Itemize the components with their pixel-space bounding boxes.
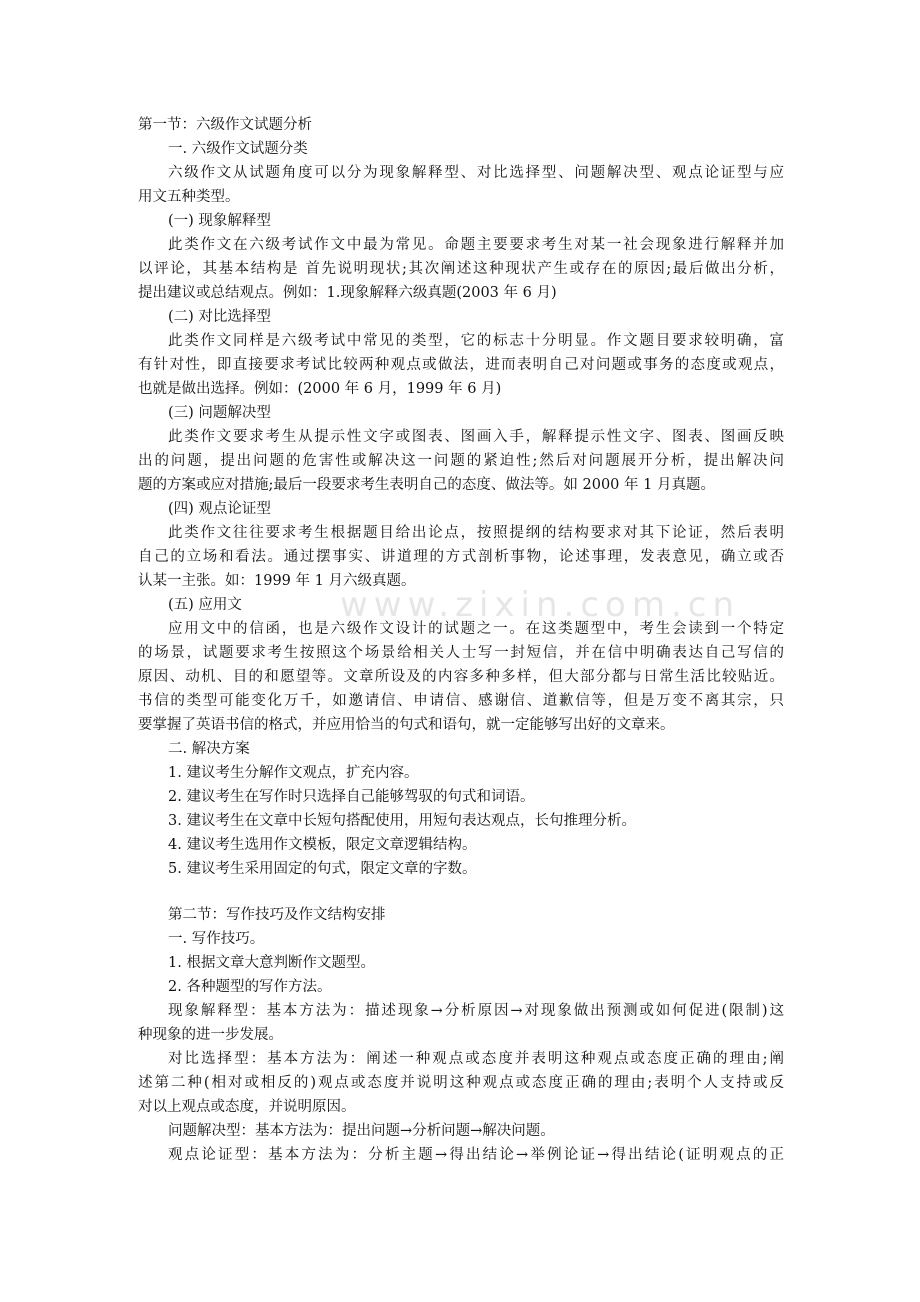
intro-line: 用文五种类型。 [138, 189, 240, 205]
method-line: 现象解释型：基本方法为：描述现象→分析原因→对现象做出预测或如何促进(限制)这 [168, 1003, 784, 1019]
solution-item: 5. 建议考生采用固定的句式，限定文章的字数。 [168, 861, 477, 877]
type-paragraph-line: 的场景，试题要求考生按照这个场景给相关人士写一封短信，并在信中明确表达自己写信的 [138, 645, 784, 661]
solution-item: 4. 建议考生选用作文模板，限定文章逻辑结构。 [168, 837, 477, 853]
type-paragraph-line: 书信的类型可能变化万千，如邀请信、申请信、感谢信、道歉信等，但是万变不离其宗，只 [138, 693, 784, 709]
solution-item: 3. 建议考生在文章中长短句搭配使用，用短句表达观点，长句推理分析。 [168, 813, 636, 829]
solution-item: 2. 建议考生在写作时只选择自己能够驾驭的句式和词语。 [168, 789, 535, 805]
method-line: 问题解决型：基本方法为：提出问题→分析问题→解决问题。 [168, 1123, 555, 1139]
type-heading: (二) 对比选择型 [168, 309, 271, 325]
watermark: www.zixin.com.cn [340, 585, 740, 625]
method-line: 对以上观点或态度，并说明原因。 [138, 1099, 356, 1115]
type-paragraph-line: 提出建议或总结观点。例如：1.现象解释六级真题(2003 年 6 月) [138, 285, 557, 301]
type-paragraph-line: 题的方案或应对措施;最后一段要求考生表明自己的态度、做法等。如 2000 年 1 月真题。 [138, 477, 715, 493]
type-paragraph-line: 此类作文在六级考试作文中最为常见。命题主要要求考生对某一社会现象进行解释并加 [168, 237, 784, 253]
method-line: 种现象的进一步发展。 [138, 1027, 283, 1043]
type-paragraph-line: 此类作文往往要求考生根据题目给出论点，按照提纲的结构要求对其下论证，然后表明 [168, 525, 784, 541]
document-page [138, 113, 784, 1167]
type-heading: (三) 问题解决型 [168, 405, 271, 421]
type-paragraph-line: 原因、动机、目的和愿望等。文章所设及的内容多种多样，但大部分都与日常生活比较贴近。 [138, 669, 784, 685]
type-paragraph-line: 有针对性，即直接要求考试比较两种观点或做法，进而表明自己对问题或事务的态度或观点， [138, 357, 784, 373]
section2-title: 第二节：写作技巧及作文结构安排 [168, 907, 386, 923]
type-heading: (四) 观点论证型 [168, 501, 271, 517]
method-line: 观点论证型：基本方法为：分析主题→得出结论→举例论证→得出结论(证明观点的正 [168, 1147, 784, 1163]
type-paragraph-line: 出的问题，提出问题的危害性或解决这一问题的紧迫性;然后对问题展开分析，提出解决问 [138, 453, 784, 469]
section-gap [138, 881, 784, 903]
method-line: 述第二种(相对或相反的)观点或态度并说明这种观点或态度正确的理由;表明个人支持或反 [138, 1075, 784, 1091]
section1-part1-heading: 一. 六级作文试题分类 [168, 141, 308, 157]
type-paragraph-line: 此类作文同样是六级考试中常见的类型，它的标志十分明显。作文题目要求较明确，富 [168, 333, 784, 349]
step-item: 2. 各种题型的写作方法。 [168, 979, 332, 995]
method-line: 对比选择型：基本方法为：阐述一种观点或态度并表明这种观点或态度正确的理由;阐 [168, 1051, 784, 1067]
type-paragraph-line: 此类作文要求考生从提示性文字或图表、图画入手，解释提示性文字、图表、图画反映 [168, 429, 784, 445]
type-paragraph-line: 要掌握了英语书信的格式，并应用恰当的句式和语句，就一定能够写出好的文章来。 [138, 717, 675, 733]
type-paragraph-line: 认某一主张。如：1999 年 1 月六级真题。 [138, 573, 416, 589]
step-item: 1. 根据文章大意判断作文题型。 [168, 955, 375, 971]
type-heading: (一) 现象解释型 [168, 213, 271, 229]
section1-part2-heading: 二. 解决方案 [168, 741, 250, 757]
type-paragraph-line: 以评论，其基本结构是 首先说明现状;其次阐述这种现状产生或存在的原因;最后做出分析， [138, 261, 784, 277]
intro-line: 六级作文从试题角度可以分为现象解释型、对比选择型、问题解决型、观点论证型与应 [168, 165, 784, 181]
type-paragraph-line: 应用文中的信函，也是六级作文设计的试题之一。在这类题型中，考生会读到一个特定 [168, 621, 784, 637]
type-paragraph-line: 也就是做出选择。例如：(2000 年 6 月，1999 年 6 月) [138, 381, 502, 397]
solution-item: 1. 建议考生分解作文观点，扩充内容。 [168, 765, 419, 781]
section2-part1-heading: 一. 写作技巧。 [168, 931, 265, 947]
type-paragraph-line: 自己的立场和看法。通过摆事实、讲道理的方式剖析事物，论述事理，发表意见，确立或否 [138, 549, 784, 565]
type-heading: (五) 应用文 [168, 597, 242, 613]
section1-title: 第一节：六级作文试题分析 [138, 117, 312, 133]
